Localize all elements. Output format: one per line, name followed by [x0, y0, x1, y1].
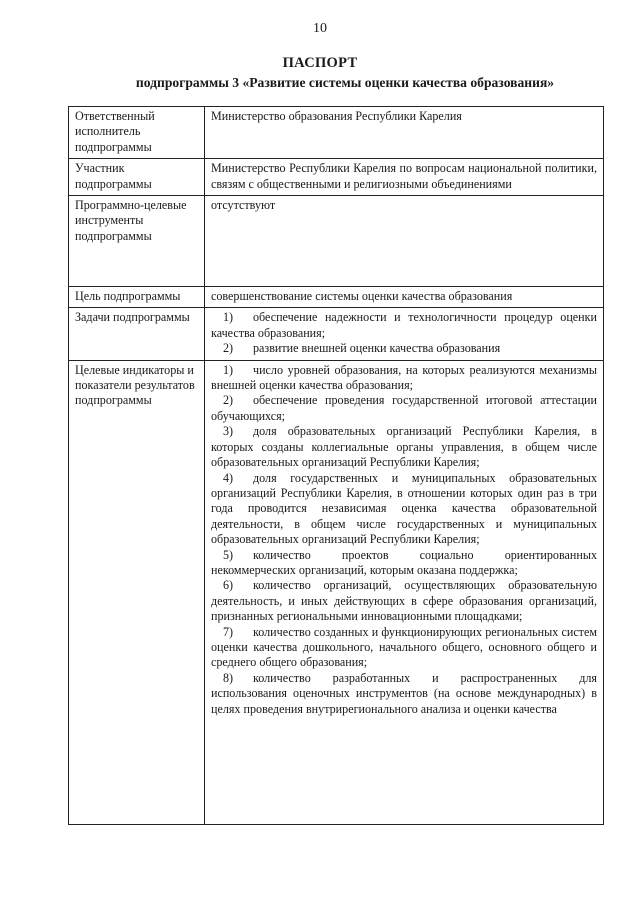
row-label: Ответственный исполнитель подпрограммы: [69, 107, 205, 159]
list-item: [211, 341, 597, 356]
list-item: [211, 671, 597, 717]
table-row: [69, 287, 604, 308]
list-item: [211, 393, 597, 424]
item-number: 3): [223, 424, 234, 439]
row-value: совершенствование системы оценки качества образования: [205, 287, 604, 308]
item-number: 2): [223, 341, 234, 356]
table-row: [69, 107, 604, 159]
item-text: количество созданных и функционирующих региональных систем оценки качества дошкольного, начального общего, основного общего и среднего общего образования;: [211, 624, 597, 670]
item-text: число уровней образования, на которых реализуются механизмы внешней оценки качества образования;: [211, 362, 597, 393]
item-text: количество разработанных и распространенных для использования оценочных инструментов (на основе международных) в целях проведения внутрирегионального анализа и оценки качества: [211, 670, 597, 716]
item-number: 5): [223, 547, 234, 562]
list-item: [211, 310, 597, 341]
row-value: [205, 360, 604, 824]
item-number: 1): [223, 310, 234, 325]
table-row: [69, 308, 604, 360]
row-value: [205, 308, 604, 360]
item-text: развитие внешней оценки качества образования: [253, 341, 501, 356]
item-text: обеспечение проведения государственной итоговой аттестации обучающихся;: [211, 393, 597, 423]
row-value: Министерство Республики Карелия по вопросам национальной политики, связям с общественными и религиозными объединениями: [205, 159, 604, 196]
table-row: [69, 196, 604, 287]
row-label: Цель подпрограммы: [69, 287, 205, 308]
table-row: [69, 360, 604, 824]
item-number: 2): [223, 393, 234, 408]
page-number: 10: [313, 21, 327, 36]
document-subtitle: подпрограммы 3 «Развитие системы оценки качества образования»: [135, 75, 555, 90]
document-title: ПАСПОРТ: [282, 55, 358, 71]
list-item: [211, 548, 597, 579]
item-number: 7): [223, 624, 234, 639]
item-text: количество организаций, осуществляющих образовательную деятельность, и иных действующих в сфере образования организаций, признанных региональными инновационными площадками;: [211, 578, 597, 624]
item-number: 4): [223, 470, 234, 485]
row-value: Министерство образования Республики Карелия: [205, 107, 604, 159]
row-label: Программно-целевые инструменты подпрограммы: [69, 196, 205, 287]
list-item: [211, 578, 597, 624]
row-label: Задачи подпрограммы: [69, 308, 205, 360]
list-item: [211, 625, 597, 671]
row-label: Целевые индикаторы и показатели результатов подпрограммы: [69, 360, 205, 824]
table-row: [69, 159, 604, 196]
list-item: [211, 471, 597, 548]
item-number: 8): [223, 670, 234, 685]
list-item: [211, 424, 597, 470]
item-text: доля государственных и муниципальных образовательных организаций Республики Карелия, в отношении которых один раз в три года проводится независимая оценка качества образовательной деятельности, в общем числе государственных и муниципальных образовательных организаций Республики Карелия;: [211, 470, 597, 547]
item-text: обеспечение надежности и технологичности процедур оценки качества образования;: [211, 310, 597, 340]
item-text: доля образовательных организаций Республики Карелия, в которых созданы коллегиальные органы управления, в общем числе образовательных организаций Республики Карелия;: [211, 424, 597, 470]
passport-table: [68, 106, 604, 825]
row-value: отсутствуют: [205, 196, 604, 287]
row-label: Участник подпрограммы: [69, 159, 205, 196]
item-number: 6): [223, 578, 234, 593]
item-text: количество проектов социально ориентированных некоммерческих организаций, которым оказана поддержка;: [211, 547, 597, 577]
list-item: [211, 363, 597, 394]
item-number: 1): [223, 362, 234, 377]
